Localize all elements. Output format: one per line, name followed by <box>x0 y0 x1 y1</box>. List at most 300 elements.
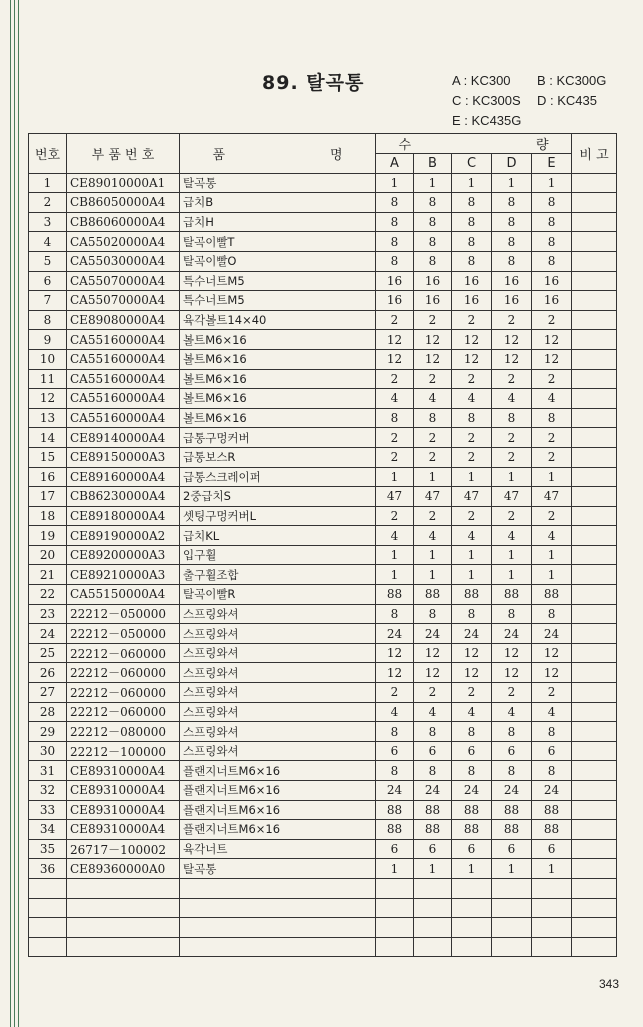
quantity-cell: 1 <box>492 859 532 879</box>
quantity-cell: 8 <box>376 193 414 213</box>
header-part-number: 부 품 번 호 <box>67 134 180 174</box>
table-row <box>29 428 617 448</box>
blank-cell <box>492 898 532 918</box>
quantity-cell: 24 <box>414 781 452 801</box>
page-title: 89. 탈곡통 <box>262 72 365 94</box>
blank-cell <box>572 878 617 898</box>
parts-table <box>28 133 617 957</box>
remarks-cell <box>572 212 617 232</box>
quantity-cell: 4 <box>452 526 492 546</box>
quantity-cell: 1 <box>376 859 414 879</box>
part-name: 탈곡이빨R <box>180 585 376 605</box>
part-name: 스프링와셔 <box>180 683 376 703</box>
row-number: 16 <box>29 467 67 487</box>
part-number: CE89160000A4 <box>67 467 180 487</box>
part-number: CE89180000A4 <box>67 506 180 526</box>
part-number: CA55070000A4 <box>67 291 180 311</box>
table-row <box>29 447 617 467</box>
part-number: 22212－060000 <box>67 702 180 722</box>
table-row <box>29 232 617 252</box>
quantity-cell: 12 <box>376 663 414 683</box>
table-row <box>29 193 617 213</box>
table-row <box>29 389 617 409</box>
remarks-cell <box>572 271 617 291</box>
row-number: 23 <box>29 604 67 624</box>
quantity-cell: 4 <box>532 389 572 409</box>
row-number: 25 <box>29 643 67 663</box>
table-row <box>29 408 617 428</box>
quantity-cell: 8 <box>414 212 452 232</box>
blank-cell <box>492 918 532 938</box>
part-name: 특수너트M5 <box>180 291 376 311</box>
row-number: 21 <box>29 565 67 585</box>
quantity-cell: 1 <box>376 565 414 585</box>
header-quantity-part1: 수 <box>398 138 412 153</box>
quantity-cell: 16 <box>376 271 414 291</box>
model-legend-a: A : KC300 <box>452 73 511 88</box>
quantity-cell: 8 <box>452 761 492 781</box>
part-number: 22212－050000 <box>67 624 180 644</box>
quantity-cell: 6 <box>532 741 572 761</box>
part-name: 입구휠 <box>180 545 376 565</box>
row-number: 36 <box>29 859 67 879</box>
part-name: 플랜지너트M6×16 <box>180 781 376 801</box>
quantity-cell: 16 <box>414 271 452 291</box>
quantity-cell: 12 <box>492 663 532 683</box>
quantity-cell: 8 <box>452 232 492 252</box>
quantity-cell: 8 <box>376 232 414 252</box>
blank-cell <box>452 918 492 938</box>
table-row <box>29 369 617 389</box>
quantity-cell: 24 <box>452 781 492 801</box>
quantity-cell: 1 <box>414 545 452 565</box>
remarks-cell <box>572 604 617 624</box>
quantity-cell: 4 <box>492 702 532 722</box>
quantity-cell: 6 <box>414 741 452 761</box>
row-number: 9 <box>29 330 67 350</box>
quantity-cell: 47 <box>532 487 572 507</box>
part-number: CA55160000A4 <box>67 389 180 409</box>
row-number: 18 <box>29 506 67 526</box>
blank-cell <box>572 937 617 957</box>
quantity-cell: 4 <box>376 389 414 409</box>
quantity-cell: 4 <box>452 702 492 722</box>
blank-cell <box>492 937 532 957</box>
table-row <box>29 212 617 232</box>
part-name: 볼트M6×16 <box>180 349 376 369</box>
quantity-cell: 24 <box>492 781 532 801</box>
table-row <box>29 702 617 722</box>
blank-cell <box>414 878 452 898</box>
part-number: CE89080000A4 <box>67 310 180 330</box>
table-row <box>29 859 617 879</box>
quantity-cell: 8 <box>532 604 572 624</box>
quantity-cell: 12 <box>492 349 532 369</box>
blank-cell <box>532 937 572 957</box>
table-row <box>29 310 617 330</box>
quantity-cell: 88 <box>492 820 532 840</box>
part-number: CE89010000A1 <box>67 173 180 193</box>
quantity-cell: 8 <box>414 761 452 781</box>
quantity-cell: 1 <box>532 173 572 193</box>
model-legend-d: D : KC435 <box>537 93 597 108</box>
part-number: CE89140000A4 <box>67 428 180 448</box>
header-name-part2: 명 <box>329 147 343 163</box>
row-number: 10 <box>29 349 67 369</box>
table-row <box>29 526 617 546</box>
quantity-cell: 8 <box>492 232 532 252</box>
quantity-cell: 24 <box>532 781 572 801</box>
quantity-cell: 4 <box>376 702 414 722</box>
row-number: 11 <box>29 369 67 389</box>
remarks-cell <box>572 663 617 683</box>
quantity-cell: 12 <box>376 643 414 663</box>
quantity-cell: 88 <box>452 820 492 840</box>
quantity-cell: 47 <box>414 487 452 507</box>
header-quantity-part2: 량 <box>535 138 549 153</box>
part-number: 22212－060000 <box>67 683 180 703</box>
part-name: 스프링와셔 <box>180 741 376 761</box>
quantity-cell: 2 <box>414 369 452 389</box>
part-name: 셋팅구멍커버L <box>180 506 376 526</box>
part-number: CE89310000A4 <box>67 761 180 781</box>
part-name: 볼트M6×16 <box>180 369 376 389</box>
blank-cell <box>180 878 376 898</box>
part-number: 22212－080000 <box>67 722 180 742</box>
remarks-cell <box>572 408 617 428</box>
part-name: 볼트M6×16 <box>180 330 376 350</box>
blank-cell <box>376 898 414 918</box>
quantity-cell: 1 <box>376 173 414 193</box>
part-number: CE89210000A3 <box>67 565 180 585</box>
quantity-cell: 8 <box>492 722 532 742</box>
row-number: 17 <box>29 487 67 507</box>
quantity-cell: 88 <box>532 820 572 840</box>
quantity-cell: 24 <box>414 624 452 644</box>
quantity-cell: 2 <box>532 369 572 389</box>
quantity-cell: 8 <box>492 193 532 213</box>
row-number: 31 <box>29 761 67 781</box>
quantity-cell: 2 <box>452 506 492 526</box>
quantity-cell: 4 <box>414 702 452 722</box>
blank-cell <box>414 937 452 957</box>
blank-row <box>29 898 617 918</box>
row-number: 22 <box>29 585 67 605</box>
quantity-cell: 2 <box>376 310 414 330</box>
table-row <box>29 820 617 840</box>
blank-row <box>29 878 617 898</box>
header-no: 번호 <box>29 134 67 174</box>
part-name: 스프링와셔 <box>180 702 376 722</box>
remarks-cell <box>572 349 617 369</box>
quantity-cell: 88 <box>532 800 572 820</box>
quantity-cell: 1 <box>492 545 532 565</box>
table-row <box>29 604 617 624</box>
part-number: CE89150000A3 <box>67 447 180 467</box>
quantity-cell: 16 <box>532 271 572 291</box>
quantity-cell: 12 <box>532 663 572 683</box>
quantity-cell: 2 <box>452 369 492 389</box>
quantity-cell: 2 <box>376 506 414 526</box>
quantity-cell: 12 <box>376 349 414 369</box>
part-name: 스프링와셔 <box>180 604 376 624</box>
quantity-cell: 2 <box>414 310 452 330</box>
header-col-d: D <box>492 154 532 174</box>
quantity-cell: 12 <box>452 349 492 369</box>
blank-cell <box>376 878 414 898</box>
blank-cell <box>492 878 532 898</box>
quantity-cell: 1 <box>414 467 452 487</box>
header-remarks: 비 고 <box>572 134 617 174</box>
table-row <box>29 545 617 565</box>
quantity-cell: 88 <box>376 820 414 840</box>
quantity-cell: 88 <box>376 800 414 820</box>
blank-cell <box>67 878 180 898</box>
row-number: 1 <box>29 173 67 193</box>
quantity-cell: 8 <box>376 761 414 781</box>
quantity-cell: 16 <box>376 291 414 311</box>
quantity-cell: 24 <box>376 624 414 644</box>
quantity-cell: 6 <box>492 839 532 859</box>
quantity-cell: 12 <box>532 349 572 369</box>
part-number: CE89200000A3 <box>67 545 180 565</box>
part-name: 육각볼트14×40 <box>180 310 376 330</box>
quantity-cell: 2 <box>532 428 572 448</box>
quantity-cell: 8 <box>414 232 452 252</box>
quantity-cell: 2 <box>452 428 492 448</box>
blank-cell <box>180 918 376 938</box>
quantity-cell: 6 <box>376 839 414 859</box>
remarks-cell <box>572 859 617 879</box>
quantity-cell: 12 <box>414 330 452 350</box>
blank-cell <box>376 937 414 957</box>
quantity-cell: 2 <box>414 428 452 448</box>
quantity-cell: 8 <box>452 251 492 271</box>
quantity-cell: 2 <box>376 447 414 467</box>
row-number: 24 <box>29 624 67 644</box>
quantity-cell: 1 <box>532 859 572 879</box>
table-row <box>29 330 617 350</box>
part-name: 특수너트M5 <box>180 271 376 291</box>
table-row <box>29 839 617 859</box>
part-name: 육각너트 <box>180 839 376 859</box>
row-number: 19 <box>29 526 67 546</box>
quantity-cell: 1 <box>532 467 572 487</box>
quantity-cell: 2 <box>492 428 532 448</box>
blank-cell <box>414 918 452 938</box>
remarks-cell <box>572 643 617 663</box>
quantity-cell: 8 <box>414 251 452 271</box>
part-name: 탈곡통 <box>180 173 376 193</box>
part-number: CB86230000A4 <box>67 487 180 507</box>
remarks-cell <box>572 232 617 252</box>
part-number: 22212－060000 <box>67 663 180 683</box>
quantity-cell: 2 <box>492 447 532 467</box>
part-number: 22212－100000 <box>67 741 180 761</box>
row-number: 27 <box>29 683 67 703</box>
page-binding-edge <box>0 0 26 1027</box>
table-row <box>29 624 617 644</box>
quantity-cell: 8 <box>532 232 572 252</box>
part-number: CA55160000A4 <box>67 330 180 350</box>
quantity-cell: 8 <box>492 212 532 232</box>
remarks-cell <box>572 467 617 487</box>
quantity-cell: 1 <box>414 565 452 585</box>
table-row <box>29 349 617 369</box>
model-legend-b: B : KC300G <box>537 73 607 88</box>
part-name: 급치B <box>180 193 376 213</box>
quantity-cell: 12 <box>492 643 532 663</box>
quantity-cell: 8 <box>376 408 414 428</box>
quantity-cell: 88 <box>452 800 492 820</box>
blank-cell <box>29 898 67 918</box>
quantity-cell: 2 <box>452 683 492 703</box>
quantity-cell: 88 <box>376 585 414 605</box>
quantity-cell: 2 <box>452 310 492 330</box>
table-row <box>29 781 617 801</box>
quantity-cell: 8 <box>376 212 414 232</box>
quantity-cell: 1 <box>414 859 452 879</box>
quantity-cell: 16 <box>452 271 492 291</box>
remarks-cell <box>572 506 617 526</box>
blank-cell <box>452 878 492 898</box>
quantity-cell: 1 <box>452 467 492 487</box>
blank-row <box>29 937 617 957</box>
part-name: 플랜지너트M6×16 <box>180 761 376 781</box>
quantity-cell: 2 <box>532 447 572 467</box>
blank-cell <box>572 898 617 918</box>
quantity-cell: 6 <box>376 741 414 761</box>
row-number: 2 <box>29 193 67 213</box>
quantity-cell: 2 <box>492 683 532 703</box>
quantity-cell: 1 <box>452 565 492 585</box>
part-number: CE89190000A2 <box>67 526 180 546</box>
table-row <box>29 761 617 781</box>
quantity-cell: 8 <box>376 722 414 742</box>
part-number: 22212－060000 <box>67 643 180 663</box>
quantity-cell: 47 <box>376 487 414 507</box>
part-number: CA55160000A4 <box>67 349 180 369</box>
row-number: 7 <box>29 291 67 311</box>
quantity-cell: 4 <box>414 389 452 409</box>
quantity-cell: 12 <box>414 663 452 683</box>
blank-cell <box>67 898 180 918</box>
remarks-cell <box>572 428 617 448</box>
quantity-cell: 12 <box>414 643 452 663</box>
quantity-cell: 6 <box>452 741 492 761</box>
part-number: CE89310000A4 <box>67 800 180 820</box>
blank-cell <box>452 898 492 918</box>
table-row <box>29 683 617 703</box>
model-legend-c: C : KC300S <box>452 93 521 108</box>
quantity-cell: 8 <box>452 193 492 213</box>
remarks-cell <box>572 624 617 644</box>
quantity-cell: 2 <box>414 506 452 526</box>
quantity-cell: 2 <box>452 447 492 467</box>
table-row <box>29 467 617 487</box>
remarks-cell <box>572 781 617 801</box>
blank-cell <box>532 918 572 938</box>
part-number: 26717－100002 <box>67 839 180 859</box>
quantity-cell: 6 <box>532 839 572 859</box>
quantity-cell: 47 <box>492 487 532 507</box>
quantity-cell: 12 <box>532 643 572 663</box>
remarks-cell <box>572 722 617 742</box>
quantity-cell: 2 <box>376 683 414 703</box>
part-name: 스프링와셔 <box>180 624 376 644</box>
quantity-cell: 1 <box>532 545 572 565</box>
quantity-cell: 4 <box>532 702 572 722</box>
table-row <box>29 643 617 663</box>
remarks-cell <box>572 310 617 330</box>
quantity-cell: 8 <box>492 604 532 624</box>
blank-cell <box>180 898 376 918</box>
remarks-cell <box>572 839 617 859</box>
row-number: 33 <box>29 800 67 820</box>
quantity-cell: 8 <box>376 251 414 271</box>
blank-cell <box>29 918 67 938</box>
header-col-a: A <box>376 154 414 174</box>
quantity-cell: 12 <box>452 330 492 350</box>
quantity-cell: 88 <box>414 800 452 820</box>
remarks-cell <box>572 251 617 271</box>
remarks-cell <box>572 585 617 605</box>
quantity-cell: 4 <box>492 389 532 409</box>
remarks-cell <box>572 369 617 389</box>
quantity-cell: 4 <box>414 526 452 546</box>
quantity-cell: 88 <box>492 800 532 820</box>
part-number: 22212－050000 <box>67 604 180 624</box>
part-number: CB86060000A4 <box>67 212 180 232</box>
quantity-cell: 8 <box>414 722 452 742</box>
header-name <box>180 134 376 174</box>
part-number: CA55160000A4 <box>67 408 180 428</box>
row-number: 32 <box>29 781 67 801</box>
part-number: CA55070000A4 <box>67 271 180 291</box>
blank-cell <box>180 937 376 957</box>
quantity-cell: 12 <box>492 330 532 350</box>
quantity-cell: 16 <box>414 291 452 311</box>
quantity-cell: 6 <box>492 741 532 761</box>
model-legend-e: E : KC435G <box>452 113 522 128</box>
quantity-cell: 8 <box>532 761 572 781</box>
quantity-cell: 4 <box>492 526 532 546</box>
table-row <box>29 663 617 683</box>
quantity-cell: 24 <box>492 624 532 644</box>
quantity-cell: 16 <box>492 271 532 291</box>
row-number: 15 <box>29 447 67 467</box>
quantity-cell: 1 <box>492 173 532 193</box>
row-number: 4 <box>29 232 67 252</box>
quantity-cell: 47 <box>452 487 492 507</box>
quantity-cell: 8 <box>376 604 414 624</box>
remarks-cell <box>572 702 617 722</box>
quantity-cell: 2 <box>414 683 452 703</box>
quantity-cell: 24 <box>452 624 492 644</box>
remarks-cell <box>572 291 617 311</box>
row-number: 20 <box>29 545 67 565</box>
remarks-cell <box>572 193 617 213</box>
header-col-b: B <box>414 154 452 174</box>
header-col-e: E <box>532 154 572 174</box>
quantity-cell: 1 <box>492 565 532 585</box>
blank-cell <box>67 937 180 957</box>
quantity-cell: 88 <box>452 585 492 605</box>
remarks-cell <box>572 565 617 585</box>
quantity-cell: 88 <box>414 585 452 605</box>
quantity-cell: 8 <box>532 251 572 271</box>
part-number: CA55160000A4 <box>67 369 180 389</box>
